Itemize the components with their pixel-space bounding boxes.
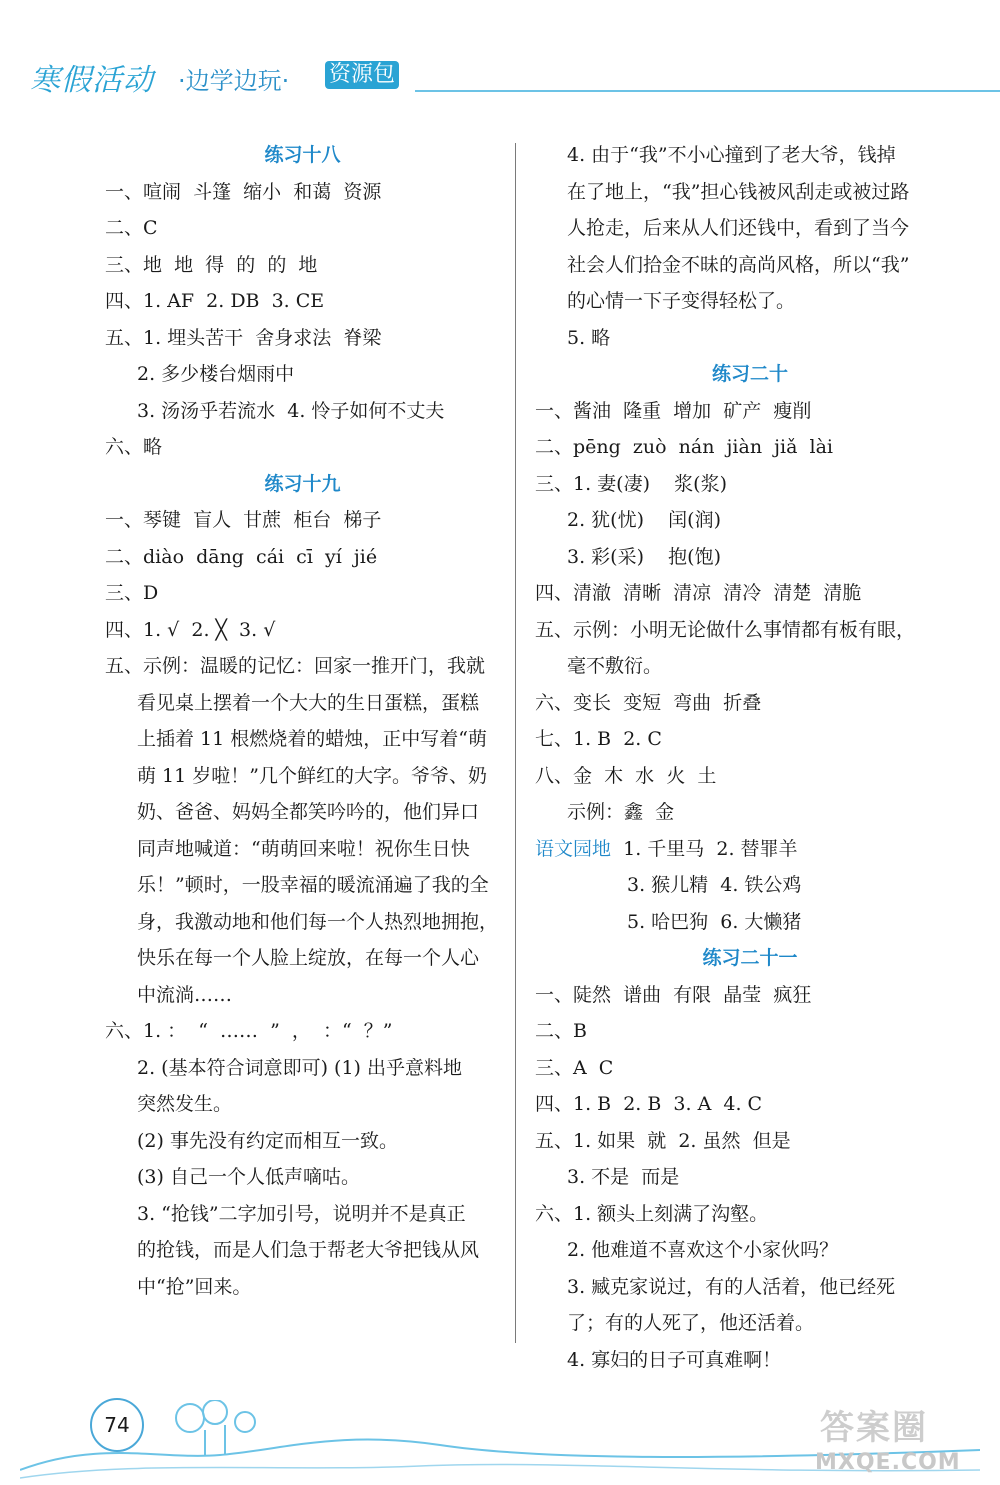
answer-text: 五、示例：小明无论做什么事情都有板有眼，	[535, 618, 916, 641]
brand-badge: 资源包	[325, 61, 399, 89]
answer-line	[105, 356, 500, 393]
answer-line	[105, 758, 500, 795]
answer-text: 毫不敷衍。	[567, 655, 663, 677]
answer-line	[535, 1232, 965, 1269]
brand-title: 寒假活动	[30, 63, 154, 98]
answer-text: 乐！”顿时，一股幸福的暖流涌遍了我的全	[137, 874, 489, 896]
answer-text: 3. 汤汤乎若流水 4. 怜子如何不丈夫	[137, 399, 445, 422]
brand-subtitle: ·边学边玩·	[178, 67, 290, 95]
answer-text: 二、B	[535, 1020, 587, 1042]
answer-text: 二、diào dāng cái cī yí jié	[105, 545, 378, 568]
answer-line	[105, 1086, 500, 1123]
answer-text: 在了地上，“我”担心钱被风刮走或被过路	[567, 180, 910, 203]
answer-line	[105, 721, 500, 758]
answer-line	[535, 1269, 965, 1306]
answer-line	[535, 210, 965, 247]
answer-text: 三、A C	[535, 1056, 614, 1079]
answer-text: 示例：鑫 金	[567, 801, 675, 823]
answer-line	[535, 1013, 965, 1050]
answer-line	[105, 174, 500, 211]
answer-text: 奶、爸爸、妈妈全都笑吟吟的，他们异口	[137, 801, 480, 823]
answer-text: 练习十八	[264, 144, 341, 166]
answer-line	[535, 612, 965, 649]
answer-line	[535, 1050, 965, 1087]
watermark-logo: 答案圈	[820, 1408, 928, 1448]
answer-text: 六、1. 额头上刻满了沟壑。	[535, 1202, 769, 1225]
answer-text: 2. 犹(忧) 闰(润)	[567, 509, 721, 531]
answer-text: 一、陡然 谱曲 有限 晶莹 疯狂	[535, 983, 812, 1006]
section-title	[535, 940, 965, 977]
answer-line	[535, 758, 965, 795]
answer-line	[535, 1086, 965, 1123]
answer-text: (2) 事先没有约定而相互一致。	[137, 1129, 398, 1152]
answer-line	[535, 1196, 965, 1233]
answer-line	[535, 1123, 965, 1160]
answer-text: 一、酱油 隆重 增加 矿产 瘦削	[535, 399, 812, 422]
answer-line	[105, 539, 500, 576]
answer-line	[105, 1013, 500, 1050]
answer-text: 人抢走，后来从人们还钱中，看到了当今	[567, 217, 910, 239]
answer-line	[535, 831, 965, 868]
answer-line	[105, 502, 500, 539]
answer-text: 3. 彩(采) 抱(饱)	[567, 545, 721, 568]
answer-line	[535, 137, 965, 174]
left-column	[105, 137, 500, 1305]
answer-text: 八、金 木 水 火 土	[535, 764, 717, 787]
answer-line	[535, 429, 965, 466]
answer-text: 社会人们拾金不昧的高尚风格，所以“我”	[567, 253, 910, 276]
answer-text: 上插着 11 根燃烧着的蜡烛，正中写着“萌	[137, 728, 487, 750]
answer-text: (3) 自己一个人低声嘀咕。	[137, 1166, 360, 1188]
answer-line	[535, 320, 965, 357]
answer-text: 2. (基本符合词意即可) (1) 出乎意料地	[137, 1056, 462, 1079]
answer-line	[105, 867, 500, 904]
answer-line	[105, 210, 500, 247]
answer-text: 萌 11 岁啦！”几个鲜红的大字。爷爷、奶	[137, 764, 487, 787]
answer-text: 4. 由于“我”不小心撞到了老大爷，钱掉	[567, 144, 896, 166]
answer-text: 一、琴键 盲人 甘蔗 柜台 梯子	[105, 509, 382, 531]
answer-text: 的抢钱，而是人们急于帮老大爷把钱从风	[137, 1239, 480, 1261]
answer-text: 3. 臧克家说过，有的人活着，他已经死	[567, 1275, 896, 1298]
answer-line	[105, 320, 500, 357]
answer-text: 了；有的人死了，他还活着。	[567, 1312, 815, 1334]
answer-text: 练习二十	[711, 363, 788, 385]
answer-line	[535, 1342, 965, 1379]
answer-text: 3. “抢钱”二字加引号，说明并不是真正	[137, 1202, 466, 1225]
answer-text: 看见桌上摆着一个大大的生日蛋糕，蛋糕	[137, 691, 480, 714]
answer-text: 身，我激动地和他们每一个人热烈地拥抱，	[137, 910, 499, 933]
answer-line	[105, 1159, 500, 1196]
answer-line	[105, 977, 500, 1014]
answer-text: 突然发生。	[137, 1093, 233, 1115]
answer-text: 1. 千里马 2. 替罪羊	[623, 837, 798, 860]
answer-text: 三、D	[105, 582, 159, 604]
answer-line	[105, 247, 500, 284]
answer-line	[105, 1050, 500, 1087]
answer-text: 中流淌……	[137, 983, 233, 1006]
answer-text: 五、1. 埋头苦干 舍身求法 脊梁	[105, 326, 382, 349]
answer-line	[535, 247, 965, 284]
page-header	[30, 55, 990, 100]
answer-line	[105, 1196, 500, 1233]
answer-text: 练习二十一	[702, 947, 798, 969]
answer-text: 2. 多少楼台烟雨中	[137, 363, 295, 385]
answer-line	[105, 429, 500, 466]
answer-text: 中“抢”回来。	[137, 1275, 252, 1298]
answer-line	[105, 648, 500, 685]
answer-text: 四、1. B 2. B 3. A 4. C	[535, 1093, 763, 1115]
answer-line	[535, 283, 965, 320]
answer-line	[535, 502, 965, 539]
answer-line	[105, 612, 500, 649]
answer-line	[105, 904, 500, 941]
section-tag: 语文园地	[535, 837, 612, 860]
section-title	[105, 466, 500, 503]
answer-text: 同声地喊道：“萌萌回来啦！祝你生日快	[137, 837, 470, 860]
answer-line	[535, 977, 965, 1014]
answer-text: 4. 寡妇的日子可真难啊！	[567, 1348, 782, 1371]
answer-line	[105, 1269, 500, 1306]
answer-line	[535, 867, 965, 904]
answer-text: 六、略	[105, 436, 163, 458]
right-column	[535, 137, 965, 1378]
answer-text: 四、清澈 清晰 清凉 清冷 清楚 清脆	[535, 582, 862, 604]
answer-text: 六、变长 变短 弯曲 折叠	[535, 691, 762, 714]
answer-line	[535, 174, 965, 211]
answer-text: 2. 他难道不喜欢这个小家伙吗？	[567, 1239, 839, 1261]
answer-line	[535, 539, 965, 576]
answer-line	[535, 1305, 965, 1342]
answer-text: 六、1. ： “ …… ” ， ：“ ？”	[105, 1020, 393, 1042]
page-number: 74	[90, 1398, 144, 1452]
answer-text: 一、喧闹 斗篷 缩小 和蔼 资源	[105, 180, 382, 203]
answer-text: 三、地 地 得 的 的 地	[105, 253, 318, 276]
answer-line	[105, 831, 500, 868]
answer-line	[105, 393, 500, 430]
answer-text: 3. 猴儿精 4. 铁公鸡	[627, 874, 802, 896]
answer-line	[535, 648, 965, 685]
answer-text: 二、pēng zuò nán jiàn jiǎ lài	[535, 436, 833, 458]
answer-text: 的心情一下子变得轻松了。	[567, 290, 796, 312]
answer-text: 七、1. B 2. C	[535, 728, 662, 750]
answer-line	[535, 794, 965, 831]
answer-line	[535, 575, 965, 612]
answer-line	[535, 721, 965, 758]
answer-line	[535, 904, 965, 941]
section-title	[105, 137, 500, 174]
answer-text: 3. 不是 而是	[567, 1166, 680, 1188]
answer-text: 五、示例：温暖的记忆：回家一推开门，我就	[105, 655, 486, 677]
column-divider	[515, 143, 516, 1343]
watermark-url: MXQE.COM	[815, 1450, 961, 1475]
answer-line	[535, 393, 965, 430]
header-rule	[415, 90, 1000, 92]
answer-line	[105, 575, 500, 612]
answer-line	[535, 685, 965, 722]
answer-line	[105, 685, 500, 722]
answer-text: 五、1. 如果 就 2. 虽然 但是	[535, 1129, 791, 1152]
section-title	[535, 356, 965, 393]
answer-text: 三、1. 妻(凄) 浆(浆)	[535, 472, 727, 495]
answer-line	[105, 283, 500, 320]
answer-line	[105, 1232, 500, 1269]
answer-text: 练习十九	[264, 472, 341, 495]
answer-line	[535, 1159, 965, 1196]
answer-line	[535, 466, 965, 503]
answer-text: 5. 略	[567, 326, 611, 349]
answer-text: 二、C	[105, 217, 158, 239]
answer-text: 四、1. √ 2. ╳ 3. √	[105, 618, 276, 641]
answer-text: 快乐在每一个人脸上绽放，在每一个人心	[137, 947, 480, 969]
answer-text: 5. 哈巴狗 6. 大懒猪	[627, 910, 802, 933]
answer-line	[105, 794, 500, 831]
answer-line	[105, 1123, 500, 1160]
answer-text: 四、1. AF 2. DB 3. CE	[105, 290, 325, 312]
answer-line	[105, 940, 500, 977]
